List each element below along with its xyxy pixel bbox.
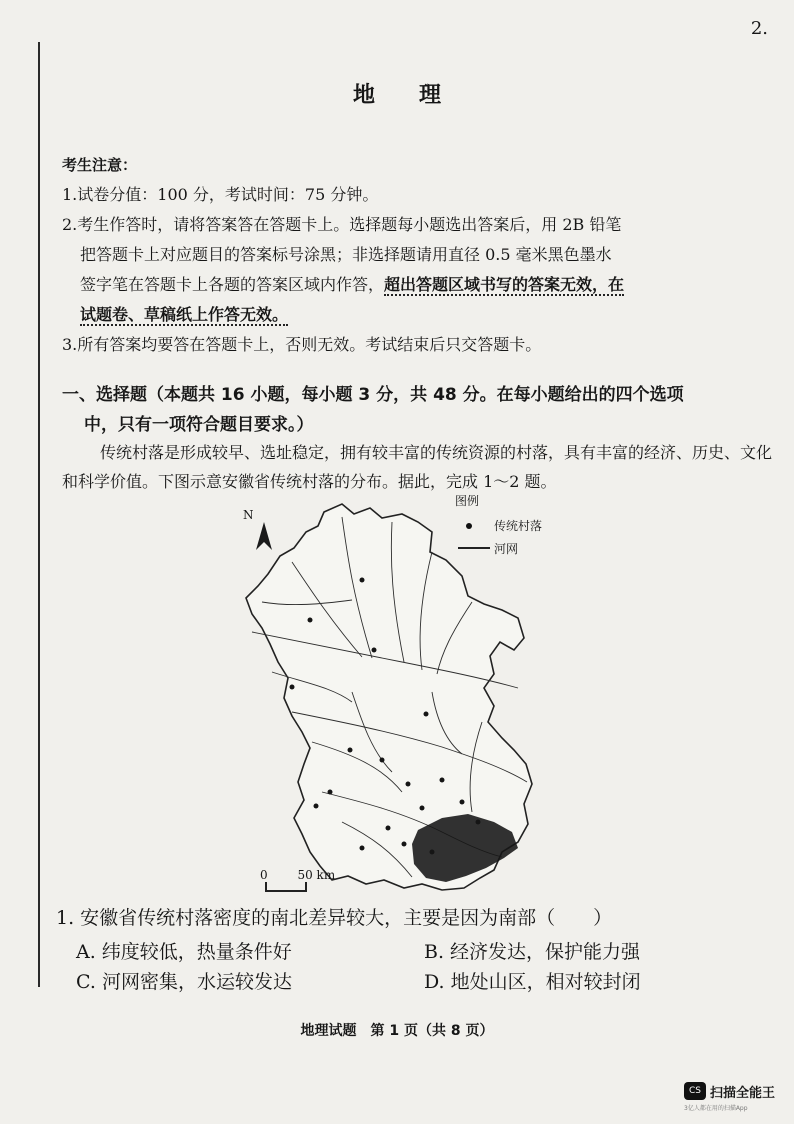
notice-item-3: 3.所有答案均要答在答题卡上，否则无效。考试结束后只交答题卡。 [62,335,542,354]
village-dot [290,685,295,690]
village-dot [372,648,377,653]
village-dot [348,748,353,753]
scanner-logo: CS [684,1082,706,1100]
village-dot [380,758,385,763]
scale-zero: 0 [260,868,268,882]
village-dot [420,806,425,811]
anhui-village-map [232,492,572,894]
village-dot [360,846,365,851]
notice-item-2-emphasis: 超出答题区域书写的答案无效，在 [384,275,625,294]
legend-river-marker [458,547,490,549]
notice-item-2-cont-3 [62,300,742,330]
question-1-stem: 1. 安徽省传统村落密度的南北差异较大，主要是因为南部（ ） [56,907,613,929]
scale-distance: 50 km [297,868,336,882]
village-dot [424,712,429,717]
scanner-watermark [684,1070,794,1124]
village-dot [402,842,407,847]
question-passage: 传统村落是形成较早、选址稳定，拥有较丰富的传统资源的村落，具有丰富的经济、历史、文化和科学价值。下图示意安徽省传统村落的分布。据此，完成 1～2 题。 [62,443,773,491]
option-b: B. 经济发达，保护能力强 [424,941,641,963]
section-heading [62,380,777,440]
scale-label [260,868,335,882]
notice-item-2-plain: 签字笔在答题卡上各题的答案区域内作答， [80,275,385,294]
village-dot [460,800,465,805]
corner-mark: 2. [750,18,768,39]
village-dot [440,778,445,783]
notice-item-2-cont-2 [62,270,742,300]
village-dot [386,826,391,831]
village-dot [406,782,411,787]
exam-notice [62,150,742,360]
section-heading-line-2: 中，只有一项符合题目要求。） [84,415,314,435]
village-dot [328,790,333,795]
binding-edge-line [38,42,40,987]
village-dot [308,618,313,623]
legend-title: 图例 [455,494,480,508]
notice-item-2-cont-1: 把答题卡上对应题目的答案标号涂黑；非选择题请用直径 0.5 毫米黑色墨水 [80,245,612,264]
legend-village-label: 传统村落 [494,519,543,533]
notice-item-2-emphasis-2: 试题卷、草稿纸上作答无效。 [80,305,289,324]
notice-item-1: 1.试卷分值：100 分，考试时间：75 分钟。 [62,185,379,204]
notice-heading: 考生注意： [62,156,138,174]
scanner-name: 扫描全能王 [710,1086,776,1101]
option-d: D. 地处山区，相对较封闭 [424,971,641,993]
north-arrow [256,522,272,550]
scale-bar [265,882,307,892]
legend-village-marker [466,523,472,529]
notice-item-2: 2.考生作答时，请将答案答在答题卡上。选择题每小题选出答案后，用 2B 铅笔 [62,215,622,234]
section-heading-line-1: 一、选择题（本题共 16 小题，每小题 3 分，共 48 分。在每小题给出的四个选项 [62,385,684,405]
legend-river-label: 河网 [494,542,519,556]
village-dot [314,804,319,809]
north-label: N [243,508,254,522]
option-c: C. 河网密集，水运较发达 [76,971,292,993]
village-dot [360,578,365,583]
scanner-tagline: 3亿人都在用的扫描App [684,1105,748,1112]
page-title: 地理 [352,82,485,108]
page-footer: 地理试题 第 1 页（共 8 页） [300,1023,494,1039]
option-a: A. 纬度较低，热量条件好 [76,941,292,963]
